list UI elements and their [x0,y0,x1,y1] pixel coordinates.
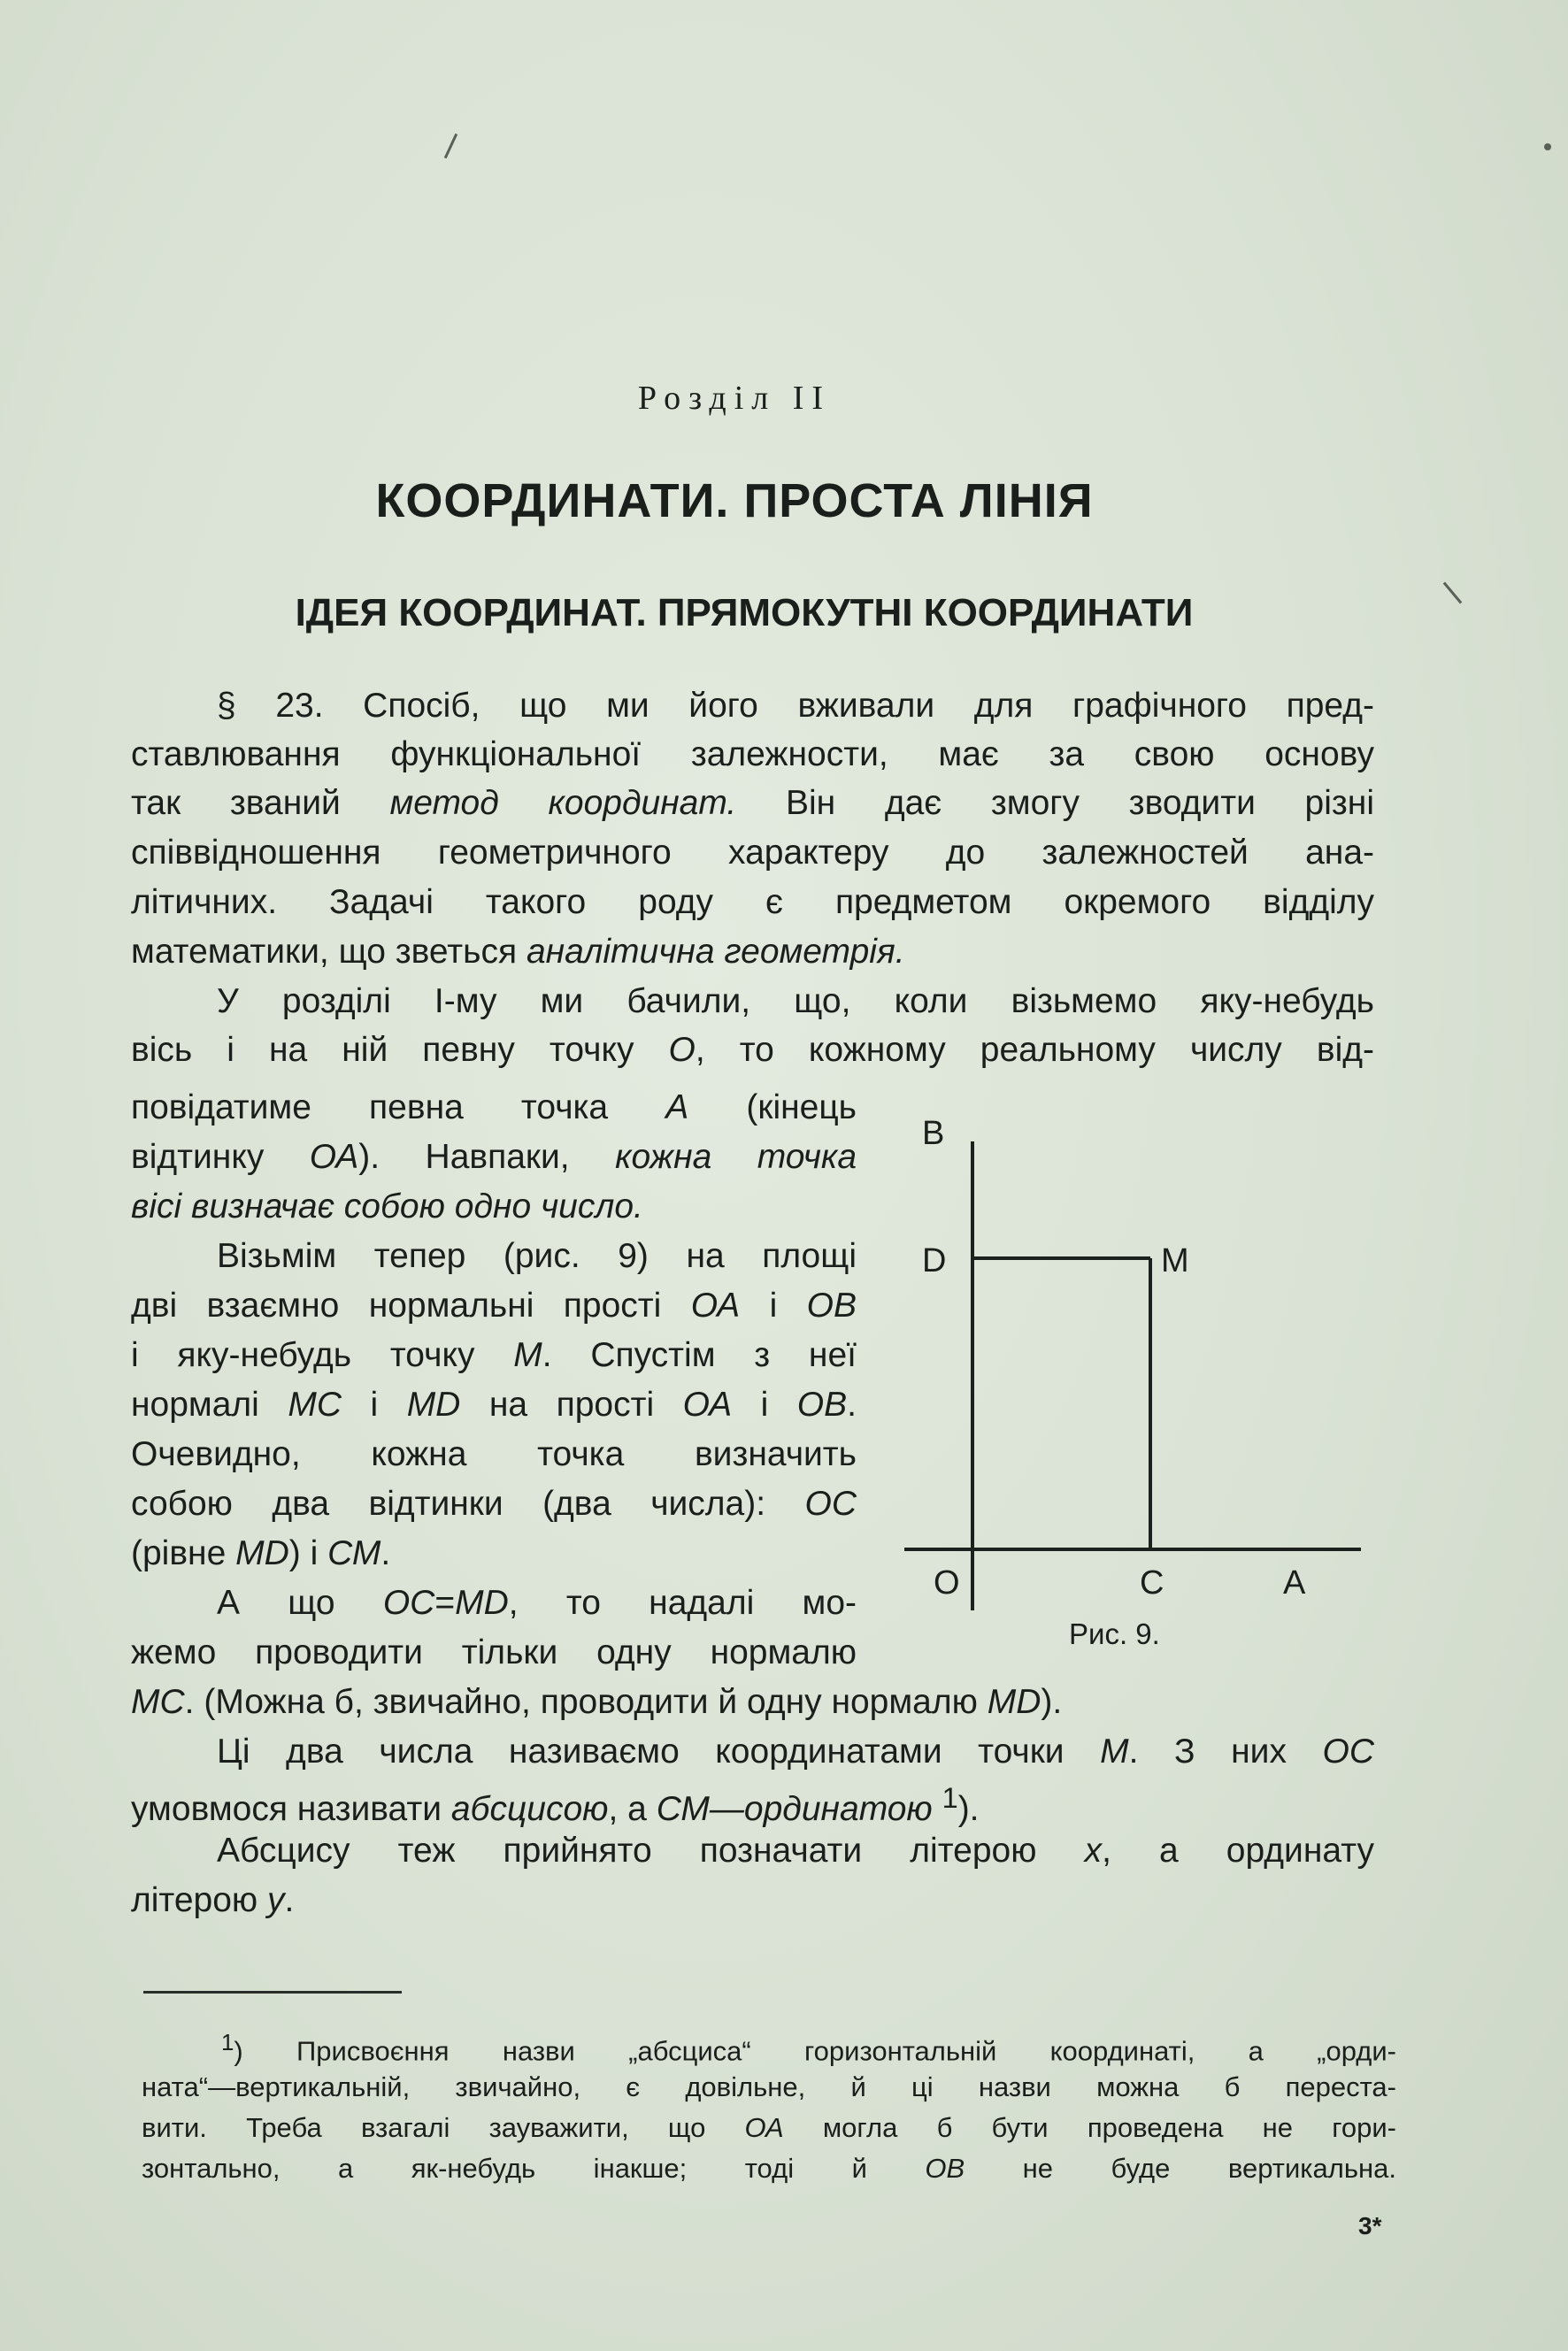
text-line: літичних. Задачі такого роду є предметом окремого відділу [131,883,1374,921]
label-b: B [922,1115,945,1152]
text-line: відтинку ОА). Навпаки, кожна точка [131,1138,857,1176]
text-line: вісі визначає собою одно число. [131,1187,643,1225]
text-line: (рівне МD) і СМ. [131,1534,391,1572]
text-line: собою два відтинки (два числа): ОС [131,1485,857,1523]
figure-9 [885,1097,1398,1663]
figure-caption: Рис. 9. [1069,1617,1160,1650]
chapter-title: КООРДИНАТИ. ПРОСТА ЛІНІЯ [375,474,1094,527]
text-line: А що ОС=МD, то надалі мо- [217,1584,857,1622]
text-line: вісь і на ній певну точку О, то кожному реальному числу від- [131,1031,1374,1069]
text-line: Візьмім тепер (рис. 9) на площі [217,1237,857,1275]
text-line: Абсцису теж прийнято позначати літерою x, а ординату [217,1832,1374,1870]
footnote-line: вити. Треба взагалі зауважити, що ОА могла б бути проведена не гори- [142,2112,1396,2143]
footnote-line: ната“—вертикальній, звичайно, є довільне, й ці назви можна б переста- [142,2071,1396,2102]
text-line: Ці два числа називаємо координатами точки М. З них ОС [217,1733,1374,1771]
label-a: A [1283,1564,1306,1602]
chapter-label: Розділ ІІ [637,380,832,417]
text-line: повідатиме певна точка А (кінець [131,1088,857,1126]
text-line: ставлювання функціональної залежности, має за свою основу [131,735,1374,773]
text-line: жемо проводити тільки одну нормалю [131,1633,857,1671]
section-title: ІДЕЯ КООРДИНАТ. ПРЯМОКУТНІ КООРДИНАТИ [295,591,1194,634]
footnote-rule [143,1991,402,1994]
text-line: літерою y. [131,1881,295,1919]
text-line: умовмося називати абсцисою, а СМ—ординатою $^1$). [131,1782,980,1828]
text-line: § 23. Спосіб, що ми його вживали для графічного пред- [217,687,1374,725]
footnote-line: $^1$) Присвоєння назви „абсциса“ горизонтальній координаті, а „орди- [221,2031,1396,2067]
text-line: МС. (Можна б, звичайно, проводити й одну нормалю МD). [131,1683,1063,1721]
text-line: дві взаємно нормальні прості ОА і ОВ [131,1287,857,1325]
text-line: співвідношення геометричного характеру до залежностей ана- [131,834,1374,872]
page-number: 3* [1358,2212,1382,2240]
footnote-line: зонтально, а як-небудь інакше; тоді й ОВ не буде вертикальна. [142,2153,1396,2184]
label-m: M [1161,1242,1189,1279]
text-line: нормалі МС і МD на прості ОА і ОВ. [131,1386,857,1424]
text-line: Очевидно, кожна точка визначить [131,1435,857,1473]
text-line: і яку-небудь точку М. Спустім з неї [131,1336,857,1374]
text-line: математики, що зветься аналітична геометрія. [131,933,905,971]
label-c: C [1140,1564,1164,1602]
scan-mark [444,134,457,158]
label-d: D [922,1242,947,1279]
label-o: O [934,1564,960,1602]
text-line: У розділі І-му ми бачили, що, коли візьмемо яку-небудь [217,982,1374,1020]
text-line: так званий метод координат. Він дає змогу зводити різні [131,784,1374,822]
scan-mark [1544,143,1551,150]
